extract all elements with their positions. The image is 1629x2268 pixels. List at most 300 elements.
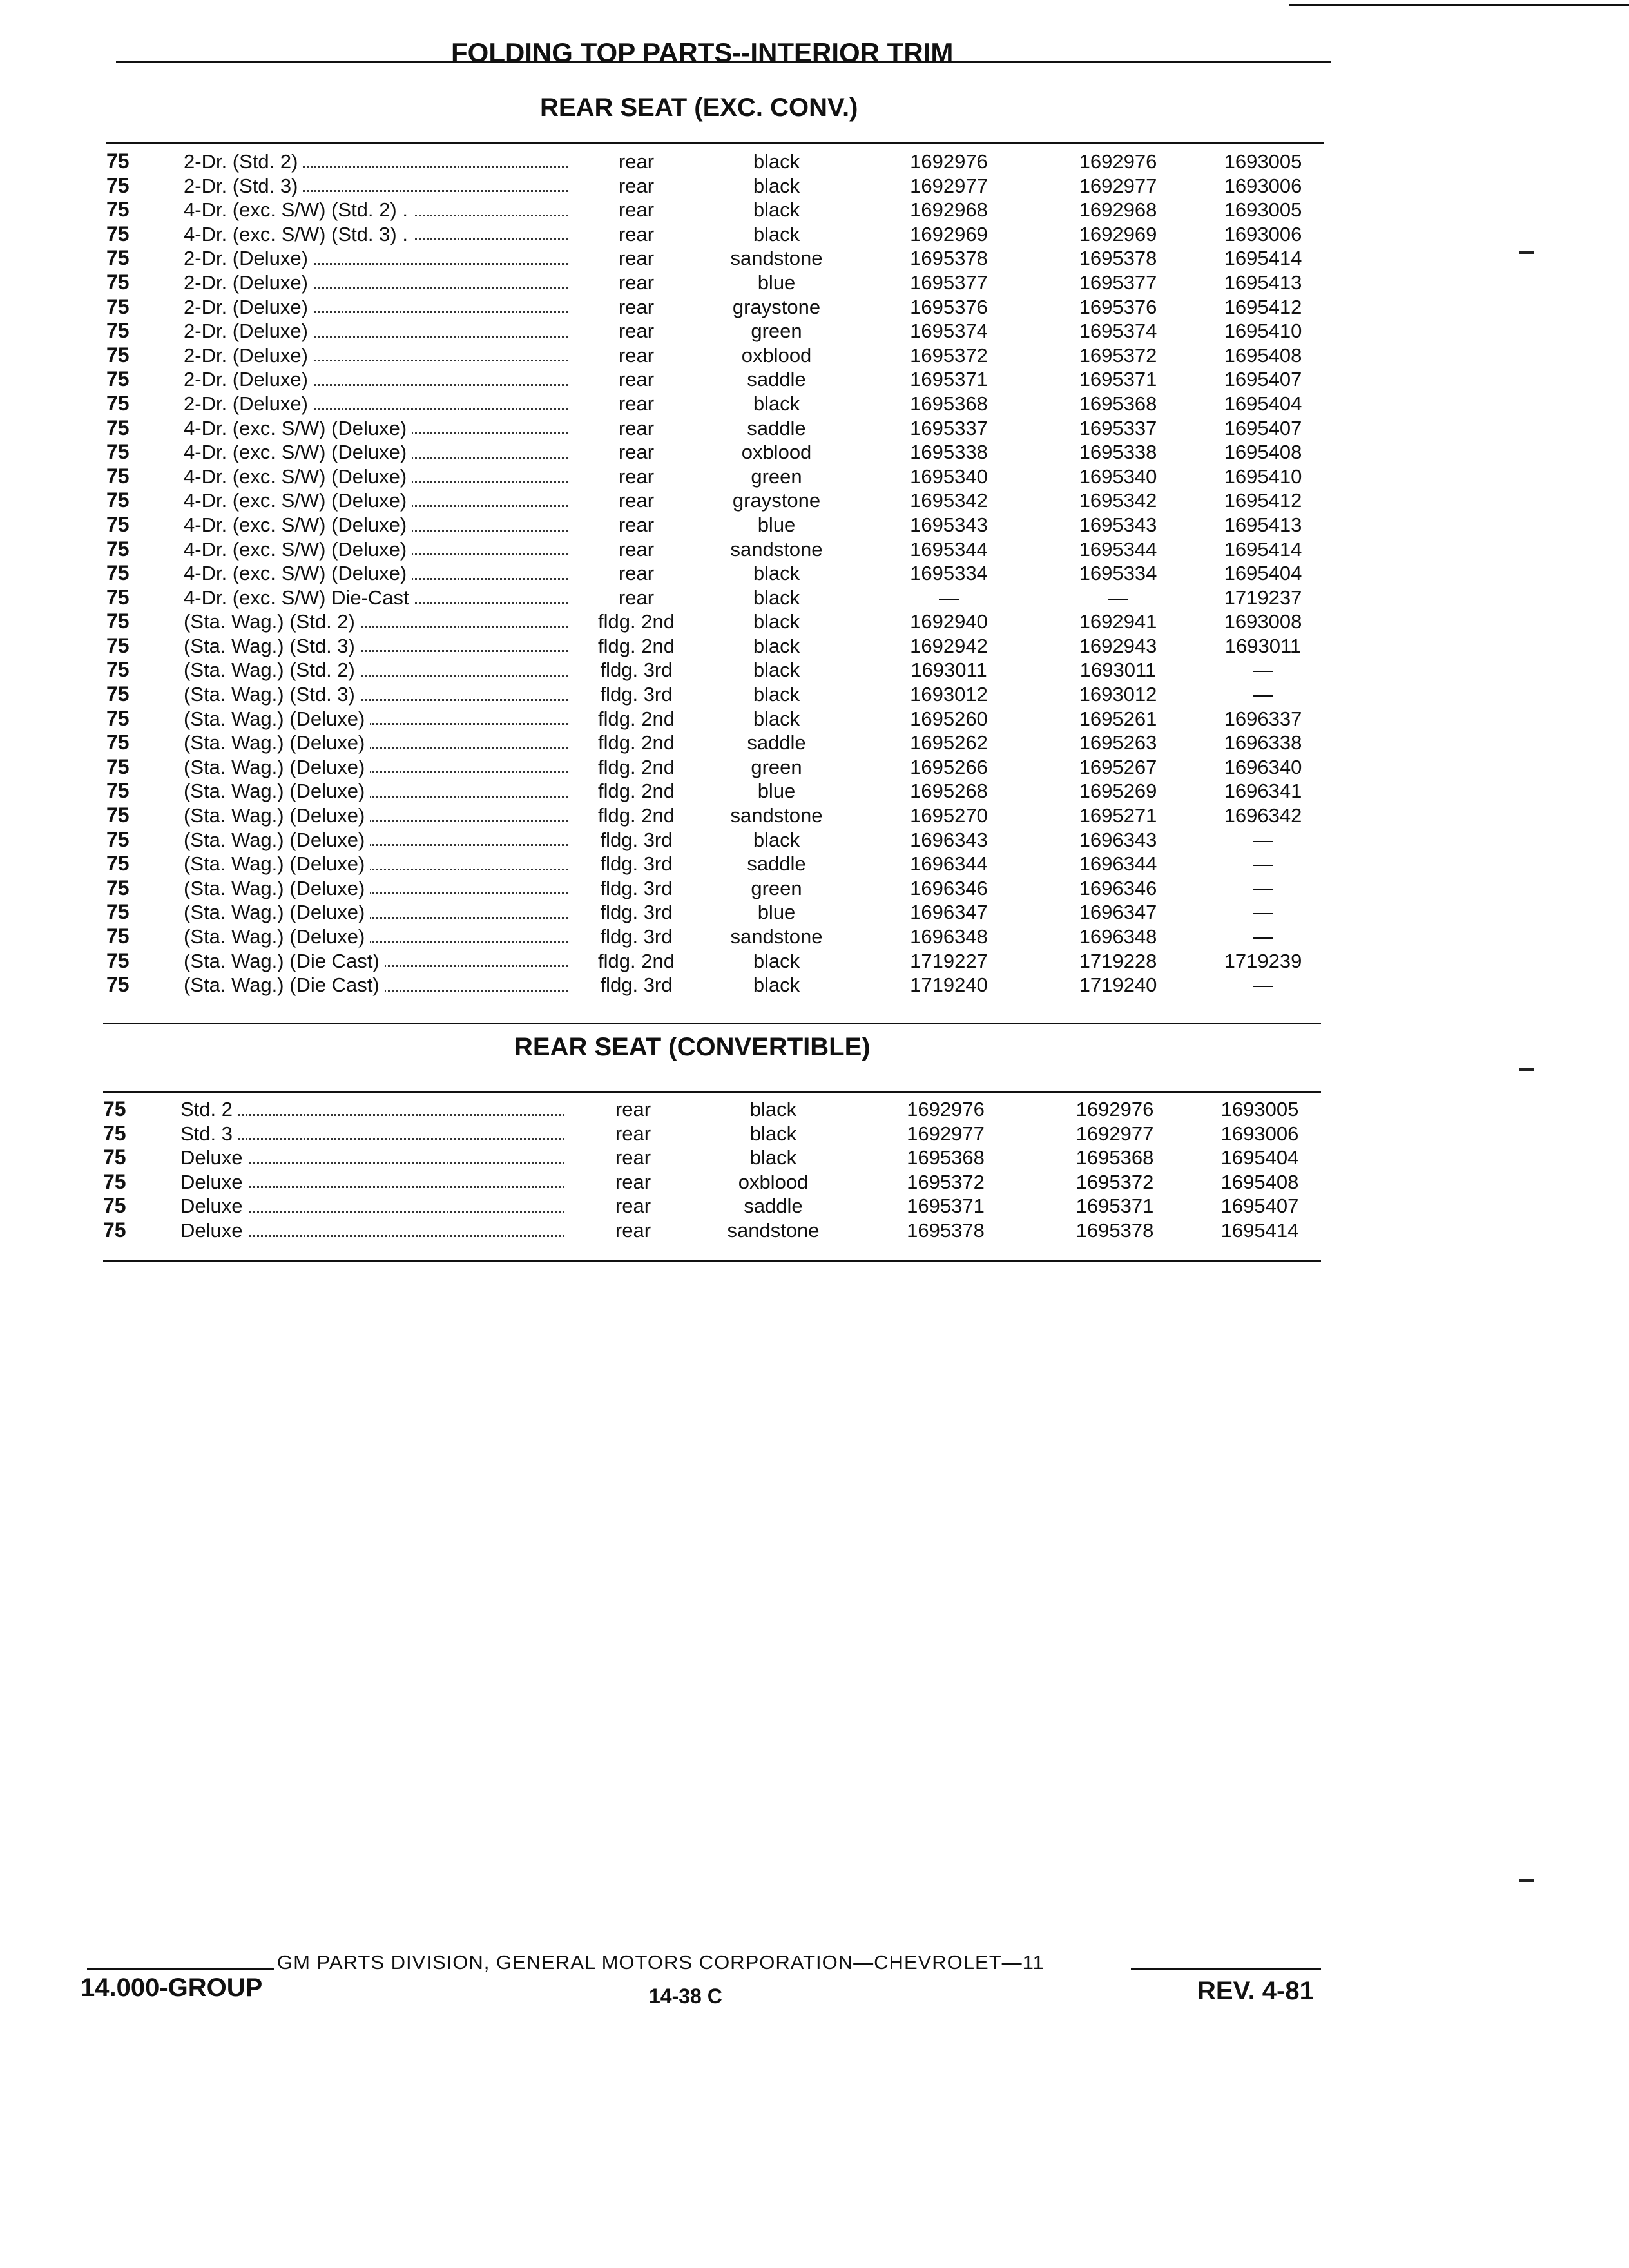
cell-part-no-a: 1695371 <box>907 1195 985 1218</box>
table-row <box>106 295 1324 320</box>
description-text: 2-Dr. (Deluxe) <box>184 247 313 269</box>
cell-position: rear <box>615 1122 651 1145</box>
cell-year: 75 <box>106 973 130 997</box>
cell-color: sandstone <box>730 247 823 270</box>
description-text: (Sta. Wag.) (Std. 2) <box>184 610 360 633</box>
cell-part-no-c: 1693006 <box>1224 174 1302 197</box>
cell-part-no-b: 1692977 <box>1079 174 1157 197</box>
cell-description <box>184 392 583 416</box>
cell-year: 75 <box>106 610 130 633</box>
cell-description <box>184 488 583 513</box>
cell-color: graystone <box>732 295 821 318</box>
cell-year: 75 <box>106 925 130 948</box>
cell-description <box>180 1146 580 1170</box>
cell-color: oxblood <box>741 441 812 464</box>
parts-table-body <box>106 149 1324 997</box>
description-text: (Sta. Wag.) (Deluxe) <box>184 780 370 802</box>
cell-part-no-b: 1695372 <box>1075 1170 1154 1193</box>
cell-part-no-c: 1695414 <box>1220 1218 1299 1242</box>
description-text: (Sta. Wag.) (Std. 3) <box>184 635 360 657</box>
cell-year: 75 <box>106 464 130 488</box>
cell-color: saddle <box>747 731 806 754</box>
cell-position: rear <box>618 537 655 561</box>
table-row <box>103 1122 1321 1146</box>
table-row <box>106 149 1324 174</box>
cell-year: 75 <box>106 416 130 439</box>
table-row <box>106 731 1324 755</box>
cell-description <box>184 828 583 852</box>
description-text: 2-Dr. (Deluxe) <box>184 368 313 390</box>
cell-color: blue <box>757 780 796 803</box>
cell-color: blue <box>757 513 796 536</box>
cell-description <box>184 343 583 368</box>
description-text: (Sta. Wag.) (Std. 3) <box>184 683 360 706</box>
cell-year: 75 <box>106 900 130 924</box>
cell-part-no-c: 1695413 <box>1224 271 1302 294</box>
cell-color: black <box>753 658 800 682</box>
cell-color: black <box>753 562 800 585</box>
cell-year: 75 <box>106 827 130 851</box>
description-text: 2-Dr. (Std. 2) <box>184 150 303 173</box>
cell-part-no-a: 1695378 <box>910 247 988 270</box>
cell-part-no-c: 1693005 <box>1220 1098 1299 1120</box>
cell-color: black <box>753 683 800 706</box>
dot-leader <box>180 1138 564 1140</box>
description-text: (Sta. Wag.) (Deluxe) <box>184 925 370 948</box>
cell-part-no-c: 1695410 <box>1224 465 1302 488</box>
cell-color: black <box>749 1098 797 1120</box>
cell-color: sandstone <box>730 804 823 827</box>
cell-part-no-a: 1695260 <box>910 707 988 730</box>
table-row <box>106 925 1324 949</box>
cell-part-no-a: 1692968 <box>910 198 988 222</box>
cell-description <box>184 222 583 247</box>
cell-year: 75 <box>106 876 130 899</box>
cell-part-no-a: 1692976 <box>907 1098 985 1120</box>
cell-description <box>184 198 583 222</box>
cell-position: rear <box>618 586 655 609</box>
cell-part-no-b: 1692941 <box>1079 610 1157 633</box>
cell-description <box>184 925 583 949</box>
cell-part-no-a: 1695344 <box>910 537 988 561</box>
cell-part-no-a: 1692977 <box>910 174 988 197</box>
description-text: Deluxe <box>180 1219 248 1242</box>
section1-bottom-rule <box>103 1023 1321 1024</box>
cell-part-no-c: 1719237 <box>1224 586 1302 609</box>
cell-color: black <box>753 150 800 173</box>
table-row <box>106 319 1324 343</box>
cell-position: rear <box>618 368 655 391</box>
table-row <box>106 876 1324 901</box>
cell-year: 75 <box>103 1169 126 1193</box>
cell-part-no-c: 1695407 <box>1220 1195 1299 1218</box>
cell-year: 75 <box>106 440 130 464</box>
cell-part-no-b: 1693011 <box>1079 658 1157 682</box>
cell-color: green <box>751 465 802 488</box>
cell-part-no-a: 1696346 <box>910 876 988 899</box>
cell-part-no-a: 1695343 <box>910 513 988 536</box>
cell-part-no-a: 1692977 <box>907 1122 985 1145</box>
cell-part-no-b: 1695368 <box>1079 392 1157 415</box>
cell-position: rear <box>618 174 655 197</box>
cell-color: black <box>753 828 800 851</box>
cell-position: rear <box>618 320 655 343</box>
description-text: (Sta. Wag.) (Std. 2) <box>184 658 360 681</box>
cell-description <box>184 174 583 198</box>
cell-year: 75 <box>103 1218 126 1242</box>
table-row <box>106 367 1324 392</box>
cell-year: 75 <box>103 1121 126 1145</box>
cell-position: fldg. 2nd <box>598 804 675 827</box>
cell-color: green <box>751 755 802 778</box>
cell-part-no-c: 1693006 <box>1224 222 1302 245</box>
cell-year: 75 <box>106 948 130 972</box>
table-row <box>103 1146 1321 1170</box>
cell-part-no-b: 1696346 <box>1079 876 1157 899</box>
cell-part-no-b: 1695269 <box>1079 780 1157 803</box>
cell-description <box>184 416 583 441</box>
cell-year: 75 <box>106 294 130 318</box>
table-row <box>103 1194 1321 1218</box>
cell-part-no-c: 1696338 <box>1224 731 1302 754</box>
description-text: Deluxe <box>180 1171 248 1193</box>
table-row <box>106 707 1324 731</box>
cell-part-no-c: — <box>1253 974 1273 997</box>
footer-division-text: GM PARTS DIVISION, GENERAL MOTORS CORPORATION—CHEVROLET—11 <box>277 1951 1045 1974</box>
cell-part-no-a: 1695337 <box>910 416 988 439</box>
description-text: Std. 2 <box>180 1098 238 1120</box>
cell-color: oxblood <box>738 1170 809 1193</box>
cell-description <box>184 465 583 489</box>
cell-color: black <box>753 174 800 197</box>
cell-description <box>184 610 583 634</box>
table-row <box>106 246 1324 271</box>
cell-part-no-c: 1693005 <box>1224 150 1302 173</box>
cell-part-no-b: 1695374 <box>1079 320 1157 343</box>
description-text: 4-Dr. (exc. S/W) (Deluxe) <box>184 489 412 512</box>
cell-position: fldg. 2nd <box>598 755 675 778</box>
table-row <box>106 537 1324 562</box>
table-row <box>106 803 1324 828</box>
cell-year: 75 <box>106 149 130 173</box>
cell-part-no-a: 1695266 <box>910 755 988 778</box>
cell-color: blue <box>757 901 796 924</box>
table-row <box>106 610 1324 634</box>
cell-part-no-a: 1692940 <box>910 610 988 633</box>
cell-part-no-a: 1695378 <box>907 1218 985 1242</box>
description-text: 4-Dr. (exc. S/W) (Std. 3) . <box>184 223 413 245</box>
description-text: 2-Dr. (Deluxe) <box>184 271 313 294</box>
table-row <box>106 561 1324 586</box>
cell-position: rear <box>618 513 655 536</box>
table-row <box>106 949 1324 974</box>
cell-part-no-c: — <box>1253 828 1273 851</box>
cell-description <box>184 949 583 974</box>
cell-part-no-c: — <box>1253 683 1273 706</box>
cell-position: rear <box>618 271 655 294</box>
description-text: (Sta. Wag.) (Deluxe) <box>184 731 370 754</box>
cell-position: rear <box>618 465 655 488</box>
cell-part-no-a: 1693011 <box>911 658 987 682</box>
footer-revision: REV. 4-81 <box>1197 1977 1314 2005</box>
cell-part-no-c: — <box>1253 925 1273 948</box>
cell-part-no-a: 1695340 <box>910 465 988 488</box>
cell-position: rear <box>618 247 655 270</box>
cell-description <box>184 755 583 780</box>
cell-description <box>184 319 583 343</box>
cell-year: 75 <box>106 706 130 730</box>
cell-description <box>184 537 583 562</box>
description-text: (Sta. Wag.) (Deluxe) <box>184 852 370 875</box>
section1-top-rule <box>106 142 1324 144</box>
cell-year: 75 <box>106 731 130 754</box>
cell-part-no-c: 1719239 <box>1224 949 1302 972</box>
cell-description <box>180 1170 580 1195</box>
cell-part-no-a: 1695368 <box>907 1146 985 1169</box>
cell-description <box>184 513 583 537</box>
cell-description <box>184 852 583 876</box>
cell-part-no-a: 1695270 <box>910 804 988 827</box>
cell-part-no-a: — <box>939 586 959 609</box>
cell-part-no-a: 1693012 <box>910 683 988 706</box>
description-text: (Sta. Wag.) (Deluxe) <box>184 804 370 827</box>
cell-part-no-b: — <box>1108 586 1128 609</box>
cell-part-no-c: 1695404 <box>1224 392 1302 415</box>
cell-position: rear <box>615 1098 651 1120</box>
cell-color: sandstone <box>730 925 823 948</box>
cell-color: blue <box>757 271 796 294</box>
cell-part-no-b: 1695343 <box>1079 513 1157 536</box>
cell-part-no-a: 1696343 <box>910 828 988 851</box>
description-text: (Sta. Wag.) (Deluxe) <box>184 901 370 923</box>
cell-position: rear <box>618 489 655 512</box>
cell-year: 75 <box>106 803 130 827</box>
cell-part-no-b: 1693012 <box>1079 683 1157 706</box>
cell-position: rear <box>615 1195 651 1218</box>
cell-part-no-b: 1696347 <box>1079 901 1157 924</box>
parts-table-rear-seat-exc-conv <box>106 149 1324 997</box>
description-text: 2-Dr. (Deluxe) <box>184 296 313 318</box>
cell-color: green <box>751 320 802 343</box>
cell-position: fldg. 3rd <box>600 901 673 924</box>
table-row <box>106 174 1324 198</box>
cell-year: 75 <box>103 1194 126 1218</box>
table-row <box>106 392 1324 416</box>
cell-color: black <box>753 198 800 222</box>
cell-year: 75 <box>106 779 130 803</box>
cell-description <box>180 1097 580 1122</box>
cell-year: 75 <box>106 173 130 197</box>
cell-description <box>184 803 583 828</box>
cell-part-no-c: 1693008 <box>1224 610 1302 633</box>
cell-part-no-c: 1696340 <box>1224 755 1302 778</box>
cell-description <box>184 586 583 610</box>
cell-part-no-c: 1695414 <box>1224 537 1302 561</box>
cell-position: fldg. 2nd <box>598 610 675 633</box>
table-row <box>106 198 1324 222</box>
dot-leader <box>180 1114 564 1116</box>
cell-part-no-a: 1695371 <box>910 368 988 391</box>
description-text: Deluxe <box>180 1146 248 1169</box>
cell-position: fldg. 2nd <box>598 949 675 972</box>
cell-part-no-b: 1719228 <box>1079 949 1157 972</box>
table-row <box>106 852 1324 876</box>
cell-part-no-c: — <box>1253 658 1273 682</box>
cell-part-no-b: 1719240 <box>1079 974 1157 997</box>
table-row <box>106 271 1324 295</box>
cell-part-no-a: 1695338 <box>910 441 988 464</box>
cell-part-no-c: 1695404 <box>1224 562 1302 585</box>
cell-position: fldg. 3rd <box>600 683 673 706</box>
cell-part-no-b: 1695340 <box>1079 465 1157 488</box>
cell-year: 75 <box>106 682 130 706</box>
cell-description <box>180 1218 580 1243</box>
cell-year: 75 <box>106 270 130 294</box>
top-right-rule <box>1289 4 1629 6</box>
cell-position: rear <box>618 562 655 585</box>
table-row <box>106 222 1324 247</box>
cell-year: 75 <box>106 198 130 222</box>
cell-color: black <box>753 634 800 657</box>
section-title-rear-seat-exc-conv: REAR SEAT (EXC. CONV.) <box>540 93 858 122</box>
cell-description <box>184 731 583 755</box>
table-row <box>106 513 1324 537</box>
table-row <box>106 416 1324 441</box>
cell-part-no-c: 1695408 <box>1224 343 1302 367</box>
cell-year: 75 <box>106 512 130 536</box>
section2-bottom-rule <box>103 1260 1321 1262</box>
footer-rule-left <box>87 1968 274 1970</box>
description-text: (Sta. Wag.) (Deluxe) <box>184 756 370 778</box>
cell-color: saddle <box>747 852 806 876</box>
table-row <box>106 828 1324 852</box>
cell-position: rear <box>618 441 655 464</box>
cell-description <box>184 779 583 803</box>
cell-part-no-b: 1695338 <box>1079 441 1157 464</box>
cell-description <box>184 682 583 707</box>
cell-part-no-b: 1695371 <box>1075 1195 1154 1218</box>
cell-part-no-a: 1695374 <box>910 320 988 343</box>
table-row <box>103 1097 1321 1122</box>
cell-part-no-a: 1695368 <box>910 392 988 415</box>
cell-description <box>184 367 583 392</box>
cell-color: black <box>753 974 800 997</box>
cell-part-no-b: 1692943 <box>1079 634 1157 657</box>
cell-part-no-b: 1695378 <box>1079 247 1157 270</box>
cell-part-no-a: 1696344 <box>910 852 988 876</box>
table-row <box>106 586 1324 610</box>
cell-part-no-b: 1695263 <box>1079 731 1157 754</box>
cell-part-no-c: 1696337 <box>1224 707 1302 730</box>
cell-part-no-b: 1695378 <box>1075 1218 1154 1242</box>
table-row <box>106 465 1324 489</box>
table-row <box>106 755 1324 780</box>
cell-part-no-b: 1695376 <box>1079 295 1157 318</box>
cell-position: fldg. 3rd <box>600 658 673 682</box>
cell-year: 75 <box>106 391 130 415</box>
cell-description <box>184 707 583 731</box>
cell-color: black <box>753 707 800 730</box>
cell-year: 75 <box>103 1097 126 1120</box>
cell-part-no-c: 1695408 <box>1224 441 1302 464</box>
cell-position: fldg. 3rd <box>600 974 673 997</box>
cell-year: 75 <box>106 658 130 682</box>
cell-position: rear <box>618 416 655 439</box>
cell-position: rear <box>618 343 655 367</box>
cell-description <box>184 271 583 295</box>
cell-part-no-b: 1695337 <box>1079 416 1157 439</box>
table-row <box>106 343 1324 368</box>
cell-year: 75 <box>106 343 130 367</box>
cell-part-no-c: 1695412 <box>1224 489 1302 512</box>
cell-color: green <box>751 876 802 899</box>
cell-position: fldg. 3rd <box>600 876 673 899</box>
cell-part-no-b: 1695371 <box>1079 368 1157 391</box>
cell-part-no-b: 1696343 <box>1079 828 1157 851</box>
cell-part-no-b: 1695377 <box>1079 271 1157 294</box>
cell-part-no-c: 1695407 <box>1224 416 1302 439</box>
description-text: 4-Dr. (exc. S/W) (Deluxe) <box>184 514 412 536</box>
cell-part-no-c: 1693005 <box>1224 198 1302 222</box>
description-text: Std. 3 <box>180 1122 238 1145</box>
cell-color: saddle <box>747 416 806 439</box>
cell-color: sandstone <box>727 1218 820 1242</box>
cell-part-no-c: 1695407 <box>1224 368 1302 391</box>
cell-part-no-b: 1695342 <box>1079 489 1157 512</box>
cell-part-no-c: 1693006 <box>1220 1122 1299 1145</box>
cell-part-no-c: — <box>1253 901 1273 924</box>
section-title-rear-seat-convertible: REAR SEAT (CONVERTIBLE) <box>514 1033 871 1061</box>
cell-color: graystone <box>732 489 821 512</box>
cell-year: 75 <box>106 852 130 876</box>
cell-part-no-c: 1696342 <box>1224 804 1302 827</box>
cell-color: oxblood <box>741 343 812 367</box>
table-row <box>106 682 1324 707</box>
description-text: 4-Dr. (exc. S/W) (Std. 2) . <box>184 198 413 221</box>
cell-year: 75 <box>106 246 130 270</box>
cell-description <box>184 246 583 271</box>
cell-description <box>184 149 583 174</box>
table-row <box>103 1170 1321 1195</box>
cell-part-no-a: 1695372 <box>910 343 988 367</box>
cell-part-no-c: 1693011 <box>1224 634 1302 657</box>
cell-part-no-a: 1695334 <box>910 562 988 585</box>
cell-position: fldg. 3rd <box>600 925 673 948</box>
cell-position: fldg. 3rd <box>600 852 673 876</box>
cell-part-no-c: — <box>1253 876 1273 899</box>
page-title: FOLDING TOP PARTS--INTERIOR TRIM <box>451 37 954 68</box>
cell-part-no-c: 1695412 <box>1224 295 1302 318</box>
cell-part-no-a: 1695262 <box>910 731 988 754</box>
cell-year: 75 <box>106 585 130 609</box>
cell-position: fldg. 2nd <box>598 634 675 657</box>
cell-part-no-a: 1696347 <box>910 901 988 924</box>
cell-position: rear <box>615 1170 651 1193</box>
cell-position: rear <box>618 295 655 318</box>
cell-color: saddle <box>744 1195 803 1218</box>
cell-color: black <box>753 610 800 633</box>
cell-color: black <box>749 1146 797 1169</box>
description-text: (Sta. Wag.) (Deluxe) <box>184 877 370 899</box>
cell-description <box>184 658 583 682</box>
cell-part-no-c: 1695410 <box>1224 320 1302 343</box>
table-row <box>106 973 1324 997</box>
cell-part-no-b: 1692976 <box>1079 150 1157 173</box>
cell-position: rear <box>618 150 655 173</box>
table-row <box>106 440 1324 465</box>
description-text: (Sta. Wag.) (Deluxe) <box>184 707 370 730</box>
margin-mark <box>1519 1068 1534 1071</box>
